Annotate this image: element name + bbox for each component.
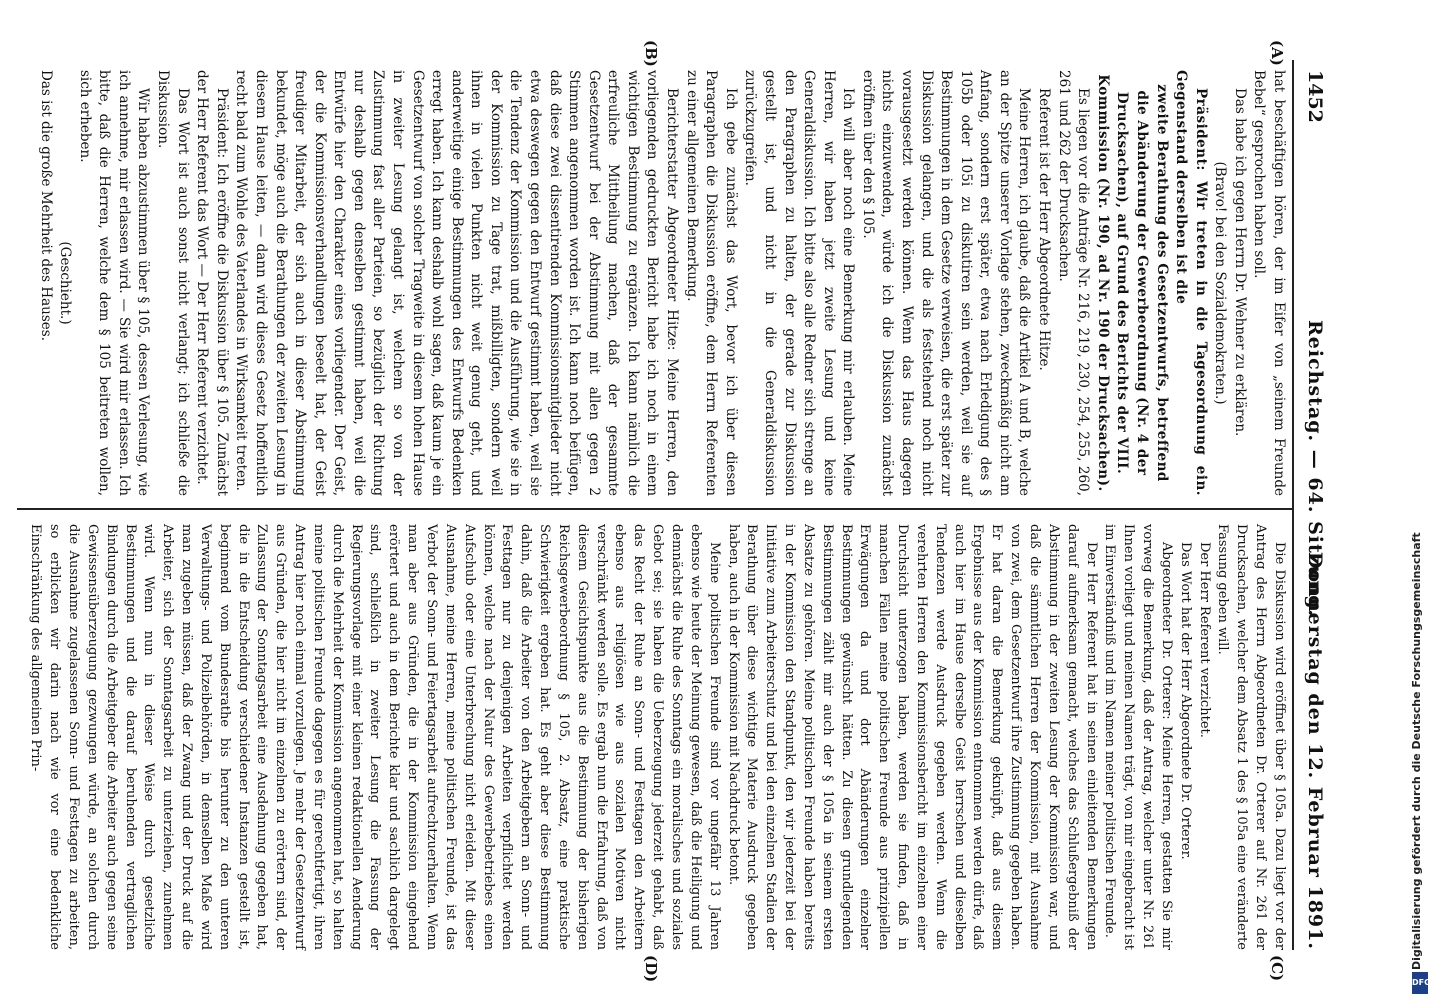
paragraph: Ich gebe zunächst das Wort, bevor ich über diesen Paragraphen die Diskussion eröffne, dem Herrn Referenten zu einer allgemeinen Bemerkung. (683, 70, 739, 496)
digitization-note (1408, 0, 1432, 1000)
paragraph: Abgeordneter Dr. Orterer: Meine Herren, gestatten Sie mir vorweg die Bemerkung, daß der Antrag, welcher unter Nr. 261 Ihnen vorliegt und meinen Namen trägt, von mir eingebracht ist im Einverständniß und im Namen meiner politischen Freunde. (1102, 524, 1174, 950)
margin-mark-b: (B) (642, 40, 660, 67)
right-column (25, 524, 1288, 950)
paragraph: Das habe ich gegen Herrn Dr. Wehner zu erklären. (1231, 88, 1248, 437)
session-date: Donnerstag den 12. Februar 1891. (1304, 551, 1326, 950)
paragraph: Es liegen vor die Anträge Nr. 216, 219, 230, 254, 255, 260, 261 und 262 der Drucksachen. (1055, 70, 1092, 496)
page-number: 1452 (1304, 70, 1326, 123)
margin-mark-a: (A) (1268, 40, 1286, 66)
paragraph: Das Wort ist auch sonst nicht verlangt; ich schließe die Diskussion. (155, 70, 191, 496)
paragraph: hat beschäftigen hören, der im Eifer von „seinem Freunde Bebel“ gesprochen haben soll. (1251, 70, 1287, 496)
paragraph: Die Diskussion wird eröffnet über § 105a. Dazu liegt vor der Antrag des Herrn Abgeordneten Dr. Orterer auf Nr. 261 der Drucksachen, welcher dem Absatz 1 des § 105a eine veränderte Fassung geben will. (1215, 524, 1287, 950)
paragraph: Meine Herren, ich glaube, daß die Artikel A und B, welche an der Spitze unserer Vorlage stehen, zweckmäßig nicht am Anfang, sondern erst später, etwa nach Erledigung des § 105b oder 105i zu diskutiren sein werden, weil sie auf Bestimmungen in dem Gesetze verweisen, die erst später zur Diskussion gelangen, und die als feststehend noch nicht vorausgesetzt werden können. Wenn das Haus dagegen nichts einzuwenden, würde ich die Diskussion zunächst eröffnen über den § 105. (859, 70, 1033, 496)
left-column (35, 70, 1288, 496)
paragraph: (Geschieht.) (57, 241, 74, 325)
paragraph: Das ist die große Mehrheit des Hauses. (37, 70, 54, 341)
paragraph: (Bravo! bei den Sozialdemokraten.) (1212, 161, 1229, 405)
margin-mark-c: (C) (1268, 955, 1286, 982)
paragraph: zweite Berathung des Gesetzentwurfs, betreffend die Abänderung der Gewerbeordnung (Nr. 4 der Drucksachen), auf Grund des Berichts der VIII. Kommission (Nr. 190, ad Nr. 190 der Drucksachen). (1094, 74, 1170, 492)
paragraph: Der Herr Referent verzichtet. (1196, 542, 1212, 738)
paragraph: Wir haben abzustimmen über § 105, dessen Verlesung, wie ich annehme, mir erlassen wird. — Sie wird mir erlassen. Ich bitte, daß die Herren, welche dem § 105 beitreten wollen, sich erheben. (76, 70, 152, 496)
paragraph: Meine politischen Freunde sind vor ungefähr 13 Jahren ebenso wie heute der Meinung gewesen, daß die Heiligung und demnächst die Ruhe des Sonntags ein moralisches und soziales Gebot sei; sie haben die Ueberzeugung jederzeit gehabt, daß das Recht der Ruhe an Sonn- und Festtagen den Arbeitern ebenso aus religiösen wie aus sozialen Motiven nicht verschränkt werden solle. Es ergab nun die Erfahrung, daß von diesem Gesichtspunkte aus die Bestimmung der bisherigen Reichsgewerbeordnung § 105, 2. Absatz, eine praktische Schwierigkeit ergeben hat. Es geht aber diese Bestimmung dahin, daß die Arbeiter von den Arbeitgebern an Sonn- und Festtagen nur zu denjenigen Arbeiten verpflichtet werden können, welche nach der Natur des Gewerbebetriebes einen Aufschub oder eine Unterbrechung nicht erleiden. Mit dieser Ausnahme, meine Herren, meine politischen Freunde, ist das Verbot der Sonn- und Feiertagsarbeit aufrechtzuerhalten. Wenn man aber aus Gründen, die in der Kommission eingehend erörtert und auch in dem Berichte klar und sachlich dargelegt sind, schließlich in zweiter Lesung die Fassung der Regierungsvorlage mit einer kleinen redaktionellen Aenderung durch die Mehrheit der Kommission angenommen hat, so halten meine politischen Freunde dagegen es für gerechtfertigt, ihren Antrag hier noch einmal vorzulegen. Je mehr der Gesetzentwurf aus Gründen, die hier nicht im einzelnen zu erörtern sind, der Zulassung der Sonntagsarbeit eine Ausdehnung gegeben hat, die in die Entscheidung verschiedener Instanzen gestellt ist, beginnend vom Bundesrathe bis herunter zu den unteren Verwaltungs- und Polizeibehörden, in demselben Maße wird man zugeben müssen, daß der Zwang und der Druck auf die Arbeiter, sich der Sonntagsarbeit zu unterziehen, zunehmen wird. Wenn nun in dieser Weise durch gesetzliche Bestimmungen und die darauf beruhenden vertraglichen Bindungen durch die Arbeitgeber die Arbeiter auch gegen seine Gewissensüberzeugung gezwungen würde, an solchen durch die Ausnahme zugelassenen Sonn- und Festtagen zu arbeiten, so erblicken wir darin nach wie vor eine bedenkliche Einschränkung des allgemeinen Prin- (28, 524, 722, 950)
paragraph: Der Herr Referent hat in seinen einleitenden Bemerkungen darauf aufmerksam gemacht, welches das Schlußergebniß der Abstimmung in der zweiten Lesung der Kommission war, und daß die sämmtlichen Herren der Kommission, mit Ausnahme von zwei, dem Gesetzentwurf ihre Zustimmung gegeben haben. Er hat daran die Bemerkung geknüpft, daß aus diesem Ergebnisse aus der Kommission entnommen werden dürfe, daß auch hier im Hause derselbe Geist herrschen und dieselben Tendenzen werde Ausdruck gegeben werden. Wenn die verehrten Herren den Kommissionsbericht im einzelnen einer Durchsicht unterzogen haben, werden sie finden, daß in manchen Fällen meine politischen Freunde aus prinzipiellen Erwägungen da und dort Abänderungen einzelner Bestimmungen gewünscht hätten. Zu diesen grundlegenden Bestimmungen zählt mir auch der § 105a in seinem ersten Absatze zu gehören. Meine politischen Freunde haben bereits in der Kommission den Standpunkt, den wir jederzeit bei der Initiative zum Arbeiterschutz und bei den einzelnen Stadien der Berathung über diese wichtige Materie Ausdruck gegeben haben, auch in der Kommission mit Nachdruck betont. (725, 524, 1099, 950)
paragraph: Ich will aber noch eine Bemerkung mir erlauben. Meine Herren, wir haben jetzt zweite Lesung und keine Generaldiskussion. Ich bitte also alle Redner sich strenge an den Paragraphen zu halten, der gerade zur Diskussion gestellt ist, und nicht in die Generaldiskussion zurückzugreifen. (742, 70, 857, 496)
paragraph: Referent ist der Herr Abgeordnete Hitze. (1036, 88, 1053, 371)
paragraph: Das Wort hat der Herr Abgeordnete Dr. Orterer. (1177, 542, 1193, 860)
paragraph: Präsident: Wir treten in die Tagesordnung ein. Gegenstand derselben ist die (1173, 70, 1209, 496)
paragraph: Berichterstatter Abgeordneter Hitze: Meine Herren, den vorliegenden gedruckten Bericht habe ich noch in einem wichtigen Bestimmung zu ergänzen. Ich kann nämlich die erfreuliche Mittheilung machen, daß der gesammte Gesetzentwurf bei der Abstimmung mit allen gegen 2 Stimmen angenommen worden ist. Ich kann noch beifügen, daß diese zwei dissentirenden Kommissionsmitglieder nicht etwa deswegen gegen den Entwurf gestimmt haben, weil sie die Tendenz der Kommission und die Ausführung, wie sie in der Kommission zu Tage trat, mißbilligten, sondern weil ihnen in vielen Punkten nicht weit genug geht, und anderweitige einige Bestimmungen des Entwurfs Bedenken erregt haben. Ich kann deshalb wohl sagen, daß kaum je ein Gesetzentwurf von solcher Tragweite in diesem hohen Hause in zweiter Lesung gelangt ist, welchem so von der Zustimmung fast aller Parteien, so bezüglich der Richtung nur deshalb gegen denselben gestimmt haben, weil die Entwürfe hier den Charakter eines vorliegender. Der Geist, der die Kommissionsverhandlungen beseelt hat, der Geist freudiger Mitarbeit, der sich auch in dieser Abstimmung bekundet, möge auch die Berathungen der zweiten Lesung in diesem Hause leiten, — dann wird dieses Gesetz hoffentlich recht bald zum Wohle des Vaterlandes in Wirksamkeit treten. (233, 70, 681, 496)
dfg-logo: DFG (1412, 972, 1428, 994)
margin-mark-d: (D) (642, 955, 660, 983)
header-rule (1292, 60, 1294, 950)
column-divider (17, 508, 1292, 510)
page-header (1298, 70, 1326, 950)
funding-note: Digitalisierung gefördert durch die Deutsche Forschungsgemeinschaft (1410, 532, 1423, 970)
paragraph: Präsident: Ich eröffne die Diskussion über § 105. Zunächst der Herr Referent das Wort — Der Herr Referent verzichtet. (194, 70, 230, 496)
session-title: Reichstag. — 64. Sitzung. (1304, 320, 1326, 618)
